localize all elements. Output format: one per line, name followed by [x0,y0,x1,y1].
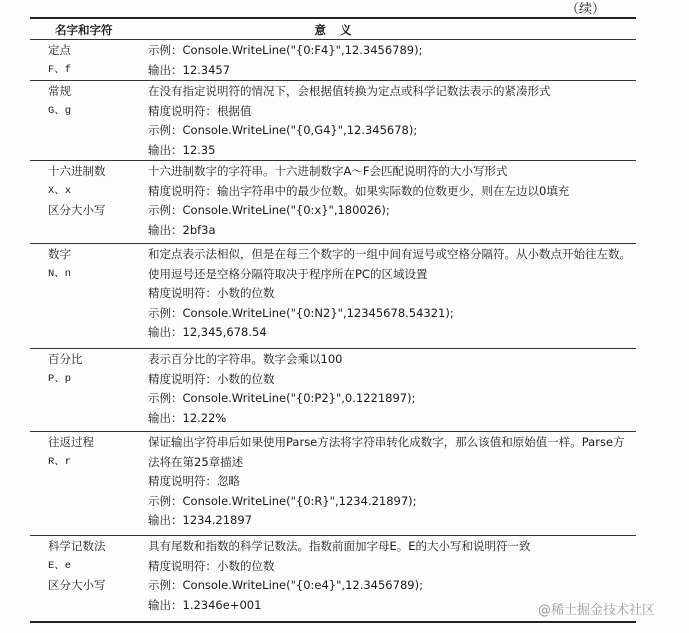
watermark: @稀土掘金技术社区 [538,603,656,618]
output-line: 输出：1234.21897 [148,513,253,527]
meaning-cell [148,433,636,531]
continued-label: （续） [566,2,606,17]
meaning-cell [148,82,636,160]
table-row [30,161,636,243]
meaning-cell [148,350,636,428]
example-line: 示例：Console.WriteLine("{0:R}",1234.21897); [148,493,417,508]
specifier-name-line: 科学记数法 [48,539,106,553]
meaning-line: 和定点表示法相似，但是在每三个数字的一组中间有逗号或空格分隔符。从小数点开始往左数。 [148,247,631,261]
example-line: 示例：Console.WriteLine("{0:e4}",12.3456789); [148,578,423,592]
specifier-name-line: 往返过程 [48,435,94,449]
meaning-line: 精度说明符：小数的位数 [148,286,275,300]
specifier-name-line: 定点 [48,43,71,57]
output-line: 输出：12.3457 [148,62,231,77]
specifier-name-cell [48,162,106,221]
output-line: 输出：12,345,678.54 [148,325,267,339]
header-name-col: 名字和字符 [55,23,113,37]
meaning-line: 表示百分比的字符串。数字会乘以100 [148,352,343,366]
meaning-line: 精度说明符：小数的位数 [148,558,275,573]
specifier-name-line: N、n [48,267,72,280]
meaning-cell [148,41,636,80]
specifier-name-line: E、e [48,559,72,572]
format-specifier-table [30,17,636,623]
table-row [30,40,636,80]
specifier-name-line: 十六进制数 [48,164,106,178]
meaning-line: 精度说明符：小数的位数 [148,371,275,386]
meaning-line: 精度说明符：输出字符串中的最少位数。如果实际数的位数更少，则在左边以0填充 [148,183,570,198]
specifier-name-cell [48,82,71,121]
specifier-name-line: 数字 [48,247,71,261]
meaning-line: 精度说明符：忽略 [148,474,240,488]
example-line: 示例：Console.WriteLine("{0:P2}",0.1221897); [148,391,416,405]
specifier-name-line: 常规 [48,84,71,98]
meaning-line: 具有尾数和指数的科学记数法。指数前面加字母E。E的大小写和说明符一致 [148,539,531,553]
example-line: 示例：Console.WriteLine("{0:F4}",12.3456789); [148,43,423,57]
specifier-name-line: 百分比 [48,352,83,366]
example-line: 示例：Console.WriteLine("{0:N2}",12345678.54321); [148,305,454,320]
meaning-cell [148,245,636,343]
table-row [30,81,636,160]
output-line: 输出：1.2346e+001 [148,597,262,612]
specifier-name-line: 区分大小写 [48,203,106,217]
specifier-name-line: 区分大小写 [48,578,106,592]
table-row [30,349,636,431]
example-line: 示例：Console.WriteLine("{0:x}",180026); [148,203,390,217]
specifier-name-cell [48,537,106,596]
example-line: 示例：Console.WriteLine("{0,G4}",12.345678); [148,123,418,137]
output-line: 输出：12.22% [148,410,227,425]
table-bottom-rule [30,621,636,623]
meaning-line: 十六进制数字的字符串。十六进制数字A～F会匹配说明符的大小写形式 [148,164,508,178]
table-body [30,40,636,623]
meaning-line: 使用逗号还是空格分隔符取决于程序所在PC的区域设置 [148,266,428,281]
specifier-name-line: F、f [48,63,72,76]
specifier-name-cell [48,41,71,80]
meaning-line: 法将在第25章描述 [148,454,244,469]
specifier-name-line: X、x [48,184,72,197]
specifier-name-line: G、g [48,104,72,117]
table-row [30,244,636,348]
specifier-name-line: P、p [48,372,72,385]
specifier-name-line: R、r [48,455,72,468]
meaning-line: 保证输出字符串后如果使用Parse方法将字符串转化成数字，那么该值和原始值一样。Parse方 [148,435,625,449]
meaning-line: 精度说明符：根据值 [148,103,252,118]
specifier-name-cell [48,245,71,284]
specifier-name-cell [48,433,94,472]
output-line: 输出：2bf3a [148,222,216,237]
output-line: 输出：12.35 [148,142,216,157]
meaning-cell [148,162,636,240]
specifier-name-cell [48,350,83,389]
table-header [30,19,636,39]
table-row [30,432,636,535]
meaning-line: 在没有指定说明符的情况下，会根据值转换为定点或科学记数法表示的紧凑形式 [148,84,551,98]
header-meaning-col: 意义 [314,23,366,37]
